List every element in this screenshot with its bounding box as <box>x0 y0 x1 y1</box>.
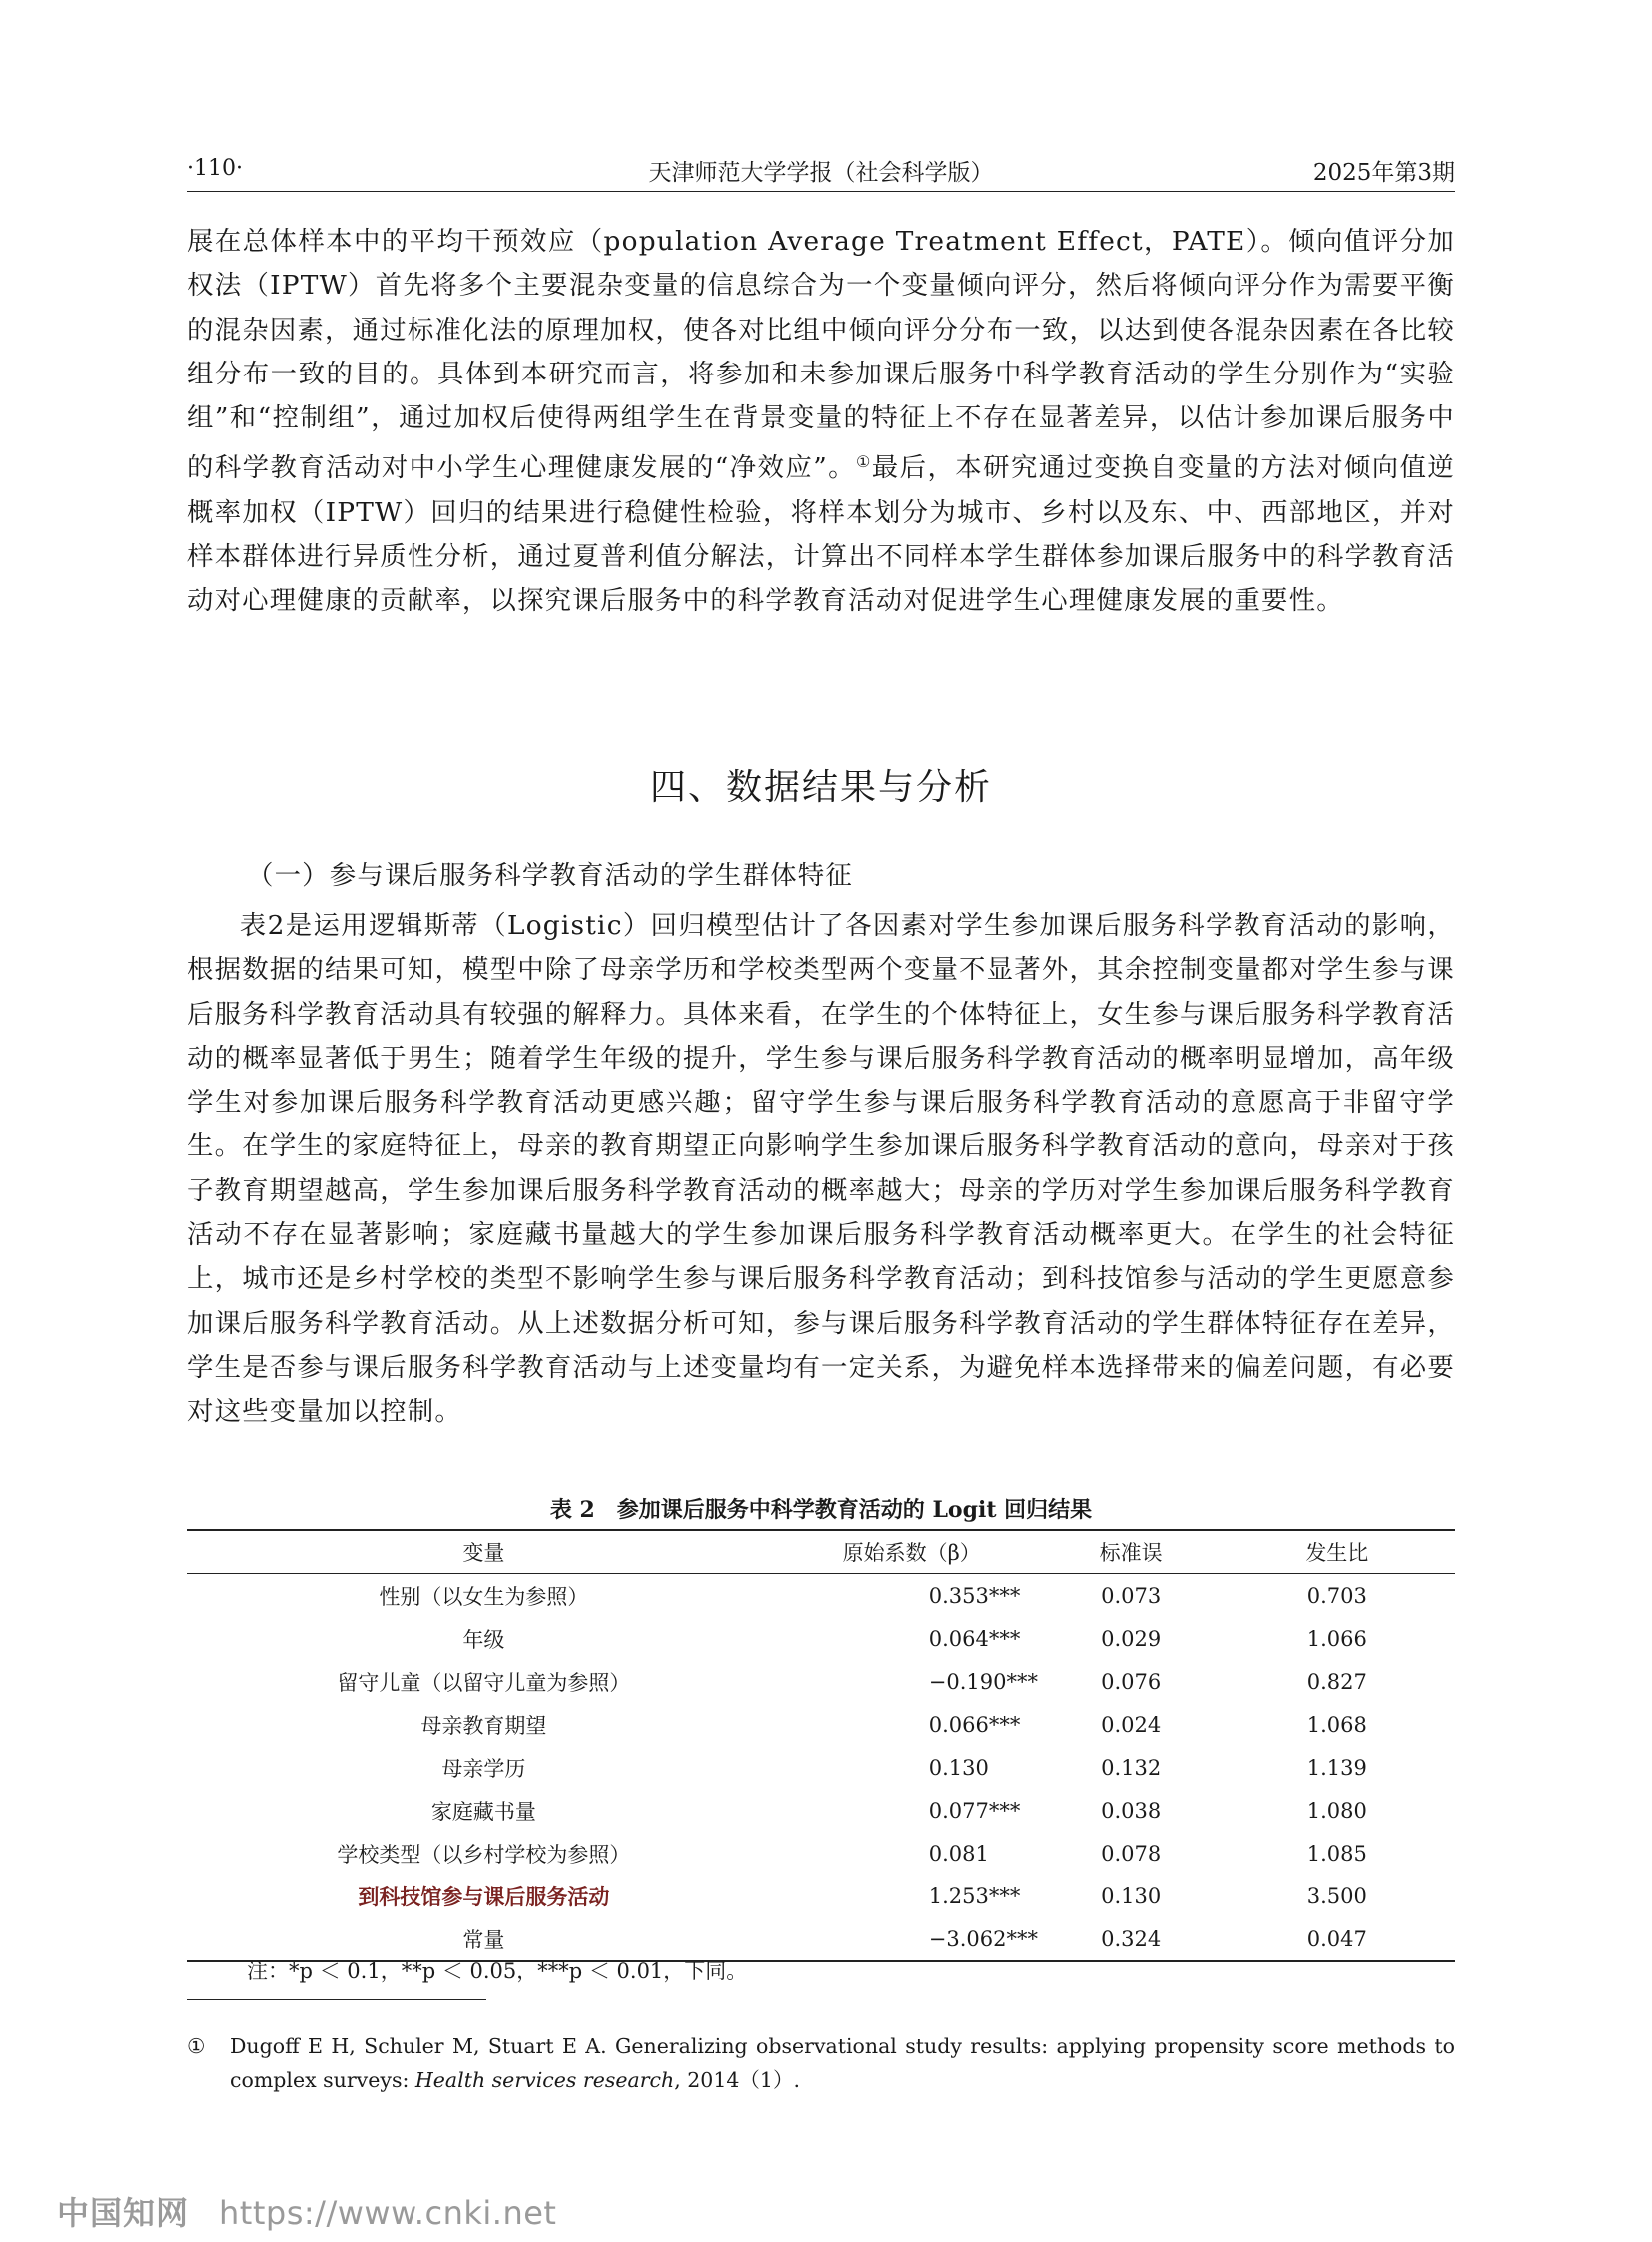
cell-std-error: 0.038 <box>1101 1798 1162 1823</box>
cell-variable-highlighted: 到科技馆参与课后服务活动 <box>358 1883 610 1909</box>
table-row <box>187 1617 1455 1660</box>
cell-std-error: 0.029 <box>1101 1626 1162 1651</box>
table-row <box>187 1703 1455 1746</box>
cell-variable: 留守儿童（以留守儿童为参照） <box>337 1670 631 1695</box>
table-row <box>187 1574 1455 1618</box>
footnote-ref[interactable]: ① <box>856 452 872 472</box>
cell-variable: 学校类型（以乡村学校为参照） <box>337 1842 631 1867</box>
cell-odds-ratio: 0.703 <box>1306 1583 1367 1608</box>
cell-coefficient: 0.077*** <box>928 1798 1021 1823</box>
cell-variable: 母亲学历 <box>441 1756 526 1781</box>
page-header <box>187 150 1455 190</box>
paragraph-methodology <box>187 220 1455 624</box>
footnote-mark: ① <box>187 2034 206 2058</box>
col-header-variable: 变量 <box>187 1530 781 1574</box>
cell-coefficient: 0.353*** <box>928 1583 1021 1608</box>
cell-coefficient: 1.253*** <box>928 1883 1021 1908</box>
cell-std-error: 0.024 <box>1101 1712 1162 1737</box>
regression-table <box>187 1529 1455 1962</box>
watermark <box>57 2188 556 2234</box>
cell-std-error: 0.130 <box>1101 1883 1162 1908</box>
cell-variable: 常量 <box>187 1917 781 1961</box>
cell-variable: 性别（以女生为参照） <box>379 1584 589 1609</box>
cell-std-error: 0.324 <box>1043 1917 1220 1961</box>
table-row <box>187 1832 1455 1874</box>
cell-odds-ratio: 1.068 <box>1306 1712 1367 1737</box>
paragraph-results: 表2是运用逻辑斯蒂（Logistic）回归模型估计了各因素对学生参加课后服务科学教育活动的影响，根据数据的结果可知，模型中除了母亲学历和学校类型两个变量不显著外，其余控制变量都对学生参与课后服务科学教育活动具有较强的解释力。具体来看，在学生的个体特征上，女生参与课后服务科学教育活动的概率显著低于男生；随着学生年级的提升，学生参与课后服务科学教育活动的概率明显增加，高年级学生对参加课后服务科学教育活动更感兴趣；留守学生参与课后服务科学教育活动的意愿高于非留守学生。在学生的家庭特征上，母亲的教育期望正向影响学生参加课后服务科学教育活动的意向，母亲对于孩子教育期望越高，学生参加课后服务科学教育活动的概率越大；母亲的学历对学生参加课后服务科学教育活动不存在显著影响；家庭藏书量越大的学生参加课后服务科学教育活动概率更大。在学生的社会特征上，城市还是乡村学校的类型不影响学生参与课后服务科学教育活动；到科技馆参与活动的学生更愿意参加课后服务科学教育活动。从上述数据分析可知，参与课后服务科学教育活动的学生群体特征存在差异，学生是否参与课后服务科学教育活动与上述变量均有一定关系，为避免样本选择带来的偏差问题，有必要对这些变量加以控制。 <box>187 910 1455 1428</box>
table-row-highlighted <box>187 1874 1455 1917</box>
subsection-title: （一）参与课后服务科学教育活动的学生群体特征 <box>247 860 853 891</box>
cell-std-error: 0.076 <box>1101 1669 1162 1694</box>
col-header-coefficient: 原始系数（β） <box>781 1530 1043 1574</box>
table-note: 注：*p ＜ 0.1，**p ＜ 0.05，***p ＜ 0.01，下同。 <box>247 1959 748 1983</box>
journal-title: 天津师范大学学报（社会科学版） <box>648 160 994 186</box>
cell-coefficient: 0.064*** <box>928 1626 1021 1651</box>
cell-std-error: 0.078 <box>1101 1841 1162 1866</box>
cell-coefficient: 0.081 <box>928 1841 989 1866</box>
cell-odds-ratio: 0.047 <box>1220 1917 1455 1961</box>
cell-odds-ratio: 3.500 <box>1306 1883 1367 1908</box>
header-rule <box>187 191 1455 192</box>
cell-odds-ratio: 1.139 <box>1306 1755 1367 1780</box>
watermark-url[interactable]: https://www.cnki.net <box>219 2194 557 2232</box>
paragraph-text-a: 展在总体样本中的平均干预效应（population Average Treatment Effect，PATE）。倾向值评分加权法（IPTW）首先将多个主要混杂变量的信息综合为一个变量倾向评分，然后将倾向评分作为需要平衡的混杂因素，通过标准化法的原理加权，使各对比组中倾向评分分布一致，以达到使各混杂因素在各比较组分布一致的目的。具体到本研究而言，将参加和未参加课后服务中科学教育活动的学生分别作为“实验组”和“控制组”，通过加权后使得两组学生在背景变量的特征上不存在显著差异，以估计参加课后服务中的科学教育活动对中小学生心理健康发展的“净效应”。 <box>187 226 1455 484</box>
paragraph-text-b: 最后，本研究通过变换自变量的方法对倾向值逆概率加权（IPTW）回归的结果进行稳健性检验，将样本划分为城市、乡村以及东、中、西部地区，并对样本群体进行异质性分析，通过夏普利值分解法，计算出不同样本学生群体参加课后服务中的科学教育活动对心理健康的贡献率，以探究课后服务中的科学教育活动对促进学生心理健康发展的重要性。 <box>187 452 1456 617</box>
cell-odds-ratio: 1.066 <box>1306 1626 1367 1651</box>
table-header-row <box>187 1530 1455 1574</box>
col-header-std-error: 标准误 <box>1043 1530 1220 1574</box>
footnote-text: Dugoff E H, Schuler M, Stuart E A. Generalizing observational study results: applying propensity score methods to complex surveys: <box>230 2034 1455 2092</box>
cell-std-error: 0.073 <box>1101 1583 1162 1608</box>
section-title: 四、数据结果与分析 <box>649 767 992 808</box>
issue-label: 2025年第3期 <box>1312 160 1455 186</box>
table-caption: 表 2 参加课后服务中科学教育活动的 Logit 回归结果 <box>549 1497 1093 1523</box>
cell-variable: 母亲教育期望 <box>420 1713 547 1738</box>
cell-coefficient: −3.062*** <box>781 1917 1043 1961</box>
table-row <box>187 1746 1455 1789</box>
cell-variable: 年级 <box>462 1627 505 1652</box>
page-number: ·110· <box>187 156 243 181</box>
cell-odds-ratio: 1.080 <box>1306 1798 1367 1823</box>
footnote <box>187 2029 1455 2097</box>
cell-coefficient: 0.066*** <box>928 1712 1021 1737</box>
watermark-brand: 中国知网 <box>57 2194 190 2232</box>
footnote-journal: Health services research <box>414 2068 675 2092</box>
table-row <box>187 1789 1455 1832</box>
cell-coefficient: 0.130 <box>928 1755 989 1780</box>
footnote-rule <box>187 1999 486 2000</box>
cell-variable: 家庭藏书量 <box>430 1799 536 1824</box>
col-header-odds-ratio: 发生比 <box>1220 1530 1455 1574</box>
table-row <box>187 1660 1455 1703</box>
cell-coefficient: −0.190*** <box>928 1669 1038 1694</box>
footnote-citation-end: , 2014（1）. <box>674 2068 800 2092</box>
cell-odds-ratio: 0.827 <box>1306 1669 1367 1694</box>
cell-odds-ratio: 1.085 <box>1306 1841 1367 1866</box>
cell-std-error: 0.132 <box>1101 1755 1162 1780</box>
